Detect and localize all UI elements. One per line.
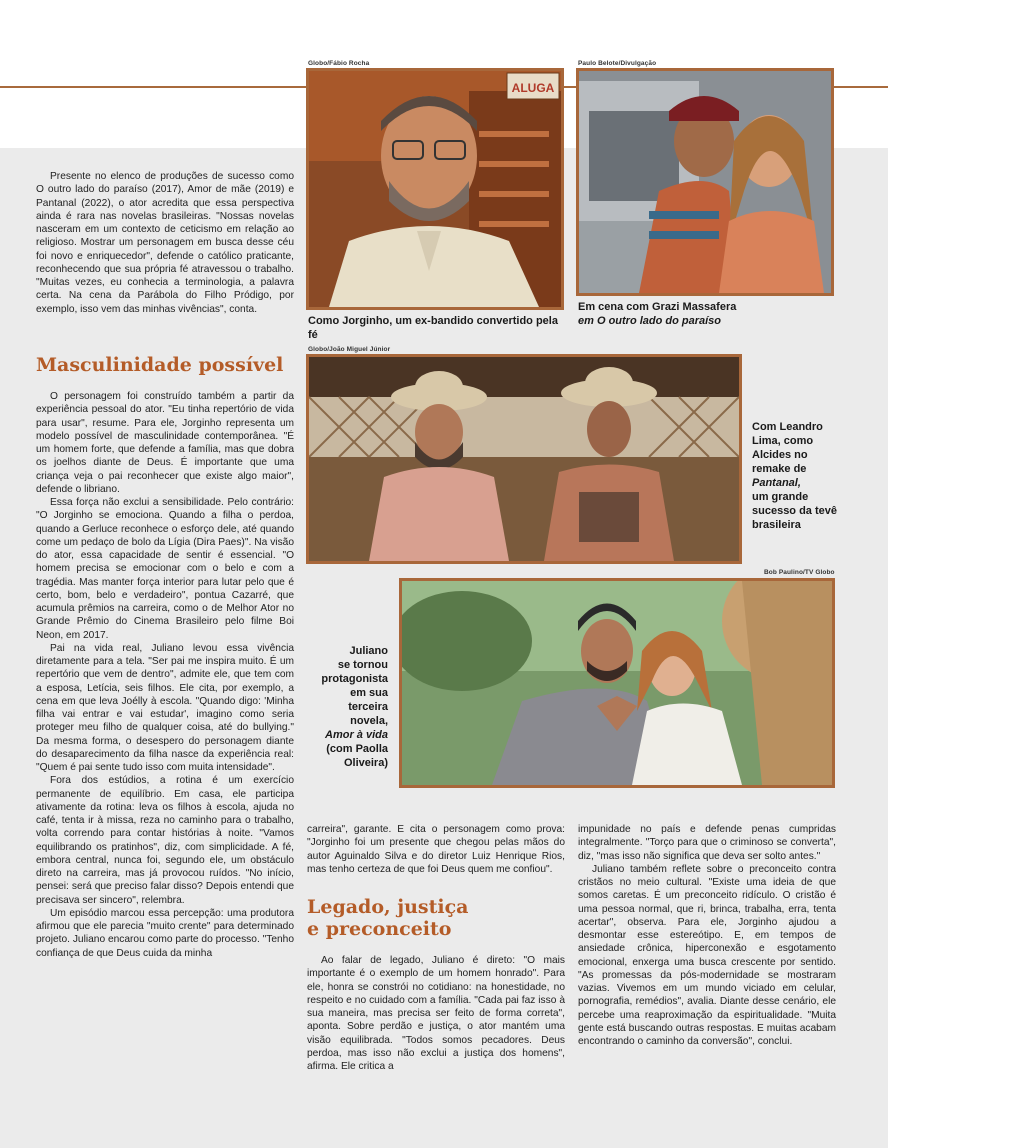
caption-photo-3-line: remake de: [752, 463, 807, 475]
paragraph: Pai na vida real, Juliano levou essa vivência diretamente para a tela. "Ser pai me inspira muito. É um repertório que vem de dentro", admite ele, que tem com a esposa, Letícia, seis filhos. Ele cita, por exemplo, a cena em que leva Joélly à escola. "Quando digo: 'Minha filha vai entrar e vai estudar', imagino como seria proteger meu filho de qualquer coisa, até do bullying." Da mesma forma, o desespero do personagem diante do desaparecimento da filha nasce da experiência real: "Quem é pai sente tudo isso com muita intensidade".: [36, 642, 294, 773]
paragraph: Um episódio marcou essa percepção: uma produtora afirmou que ele parecia "muito crente" para determinado projeto. Juliano encarou como parte do processo. "Tenho confiança de que Deus cuida da minha: [36, 907, 294, 959]
caption-photo-3-line: Com Leandro: [752, 421, 823, 433]
caption-photo-4-line: Amor à vida: [325, 729, 388, 741]
column-2-body: [307, 954, 565, 1073]
photo-credit-2: Paulo Belote/Divulgação: [578, 60, 657, 67]
caption-photo-4-line: terceira: [348, 701, 388, 713]
paragraph: Presente no elenco de produções de sucesso como O outro lado do paraíso (2017), Amor de mãe (2019) e Pantanal (2022), o ator acredita que essa perspectiva ainda é rara nas novelas brasileiras. "Nossas novelas nasceram em um contexto de ceticismo em relação ao religioso. Mostrar um personagem em busca desse céu foi novo e enriquecedor", defende o católico praticante, reconhecendo que sua própria fé atravessou o trabalho. "Muitas vezes, eu conhecia a terminologia, a palavra certa. Na cena da Parábola do Filho Pródigo, por exemplo, isso vem das minhas vivências", conta.: [36, 171, 294, 315]
column-1-intro: [36, 170, 294, 316]
section-heading-legado: [307, 896, 565, 940]
photo-credit-4: Bob Paulino/TV Globo: [764, 569, 835, 576]
section-heading-legado-line: e preconceito: [307, 918, 452, 940]
caption-photo-3-line: Alcides no: [752, 449, 808, 461]
shop-sign: ALUGA: [511, 81, 555, 95]
column-1-body: [36, 390, 294, 960]
caption-photo-3-line: um grande: [752, 491, 809, 503]
caption-photo-2-line1: Em cena com Grazi Massafera: [578, 301, 737, 313]
caption-photo-4-line: Oliveira): [343, 757, 388, 769]
paragraph: Ao falar de legado, Juliano é direto: "O mais importante é o exemplo de um homem honrado". Para ele, honra se constrói no cotidiano: na honestidade, no respeito e no cuidado com a família. "Cada pai faz isso à sua maneira, mas precisa ser feito de forma correta", aponta. Sobre perdão e justiça, o ator mantém uma visão equilibrada. "Todos somos pecadores. Deus perdoa, mas isso não exclui a justiça dos homens", afirma. Ele critica a: [307, 955, 565, 1072]
column-3-body: [578, 823, 836, 1048]
photo-pantanal: [306, 354, 742, 564]
caption-photo-3-line: brasileira: [752, 519, 801, 531]
caption-photo-2-line2: em O outro lado do paraíso: [578, 315, 722, 327]
paragraph: Juliano também reflete sobre o preconceito contra cristãos no meio cultural. "Existe uma ideia de que somos caretas. É um preconceito ridículo. O cristão é uma pessoa normal, que ri, brinca, trabalha, erra, tenta acertar", observa. Para ele, Jorginho ajudou a desmontar esse estereótipo. E, em tempos de ansiedade crônica, hiperconexão e esgotamento emocional, enxerga uma busca crescente por sentido. "As promessas da pós-modernidade se mostraram vazias. Vivemos em um mundo viciado em celular, pornografia, remédios", avalia. Diante desse cenário, ele percebe uma reaproximação da espiritualidade. "Muita gente está buscando outras respostas. E muitas acabam encontrando o caminho da conversão", conclui.: [578, 863, 836, 1047]
paragraph: Fora dos estúdios, a rotina é um exercício permanente de equilíbrio. Em casa, ele participa ativamente da rotina: leva os filhos à escola, ajuda no café, tenta ir à missa, reza no caminho para o trabalho, volta correndo para contar histórias à noite. "Vamos equilibrando os pratinhos", diz, com simplicidade. A fé, embora central, nunca foi, segundo ele, um obstáculo direto na carreira, mas já provocou ruídos. "No início, pensei: será que preciso falar disso? Depois entendi que precisava ser sincero", relembra.: [36, 775, 294, 906]
photo-credit-1: Globo/Fábio Rocha: [308, 60, 370, 67]
caption-photo-4-line: novela,: [350, 715, 388, 727]
caption-photo-1: Como Jorginho, um ex-bandido convertido pela fé: [308, 315, 558, 341]
photo-grazi-massafera: [576, 68, 834, 296]
caption-photo-4-line: protagonista: [321, 673, 388, 685]
photo-jorginho-portrait: [306, 68, 564, 310]
caption-photo-3-line: sucesso da tevê: [752, 505, 837, 517]
caption-photo-4-line: em sua: [350, 687, 388, 699]
section-heading-legado-line: Legado, justiça: [307, 896, 469, 918]
section-heading-masculinidade: Masculinidade possível: [36, 354, 284, 376]
column-2-top: [307, 823, 565, 876]
caption-photo-4: [296, 644, 388, 770]
photo-credit-3: Globo/João Miguel Júnior: [308, 346, 391, 353]
caption-photo-4-line: Juliano: [349, 645, 388, 657]
caption-photo-3-line: Lima, como: [752, 435, 814, 447]
caption-photo-3: [752, 420, 862, 532]
caption-photo-4-line: (com Paolla: [326, 743, 388, 755]
photo-amor-a-vida: [399, 578, 835, 788]
paragraph: carreira", garante. E cita o personagem como prova: "Jorginho foi um presente que chegou pelas mãos do autor Aguinaldo Silva e do diretor Luiz Henrique Rios, mas tenho certeza de que foi Deus quem me confiou".: [307, 824, 565, 875]
caption-photo-3-line: Pantanal,: [752, 477, 801, 489]
paragraph: Essa força não exclui a sensibilidade. Pelo contrário: "O Jorginho se emociona. Quando a filha o perdoa, quando a Gerluce reconhece o esforço dele, até quando come um pedaço de bolo da Lígia (Dira Paes)". Na visão do ator, essa capacidade de sentir é essencial. "O homem precisa se emocionar com o belo e com a tragédia. Mas manter força interior para lutar pelo que é certo, bom, belo e verdadeiro", pontua Cazarré, que acumula prêmios na carreira, como o de Melhor Ator no Grande Prêmio do Cinema Brasileiro pelo filme Boi Neon, em 2017.: [36, 497, 294, 641]
paragraph: O personagem foi construído também a partir da experiência pessoal do ator. "Eu tinha repertório de vida para usar", resume. Para ele, Jorginho representa um modelo possível de masculinidade contemporânea. "É um homem forte, que defende a família, mas que dobra os joelhos diante de Deus. É importante que uma criança veja o pai reconhecer que existe algo maior", defende o libriano.: [36, 391, 294, 495]
caption-photo-4-line: se tornou: [337, 659, 388, 671]
paragraph: impunidade no país e defende penas cumpridas integralmente. "Torço para que o criminoso se converta", diz, "mas isso não significa que deva ser solto antes.": [578, 824, 836, 862]
